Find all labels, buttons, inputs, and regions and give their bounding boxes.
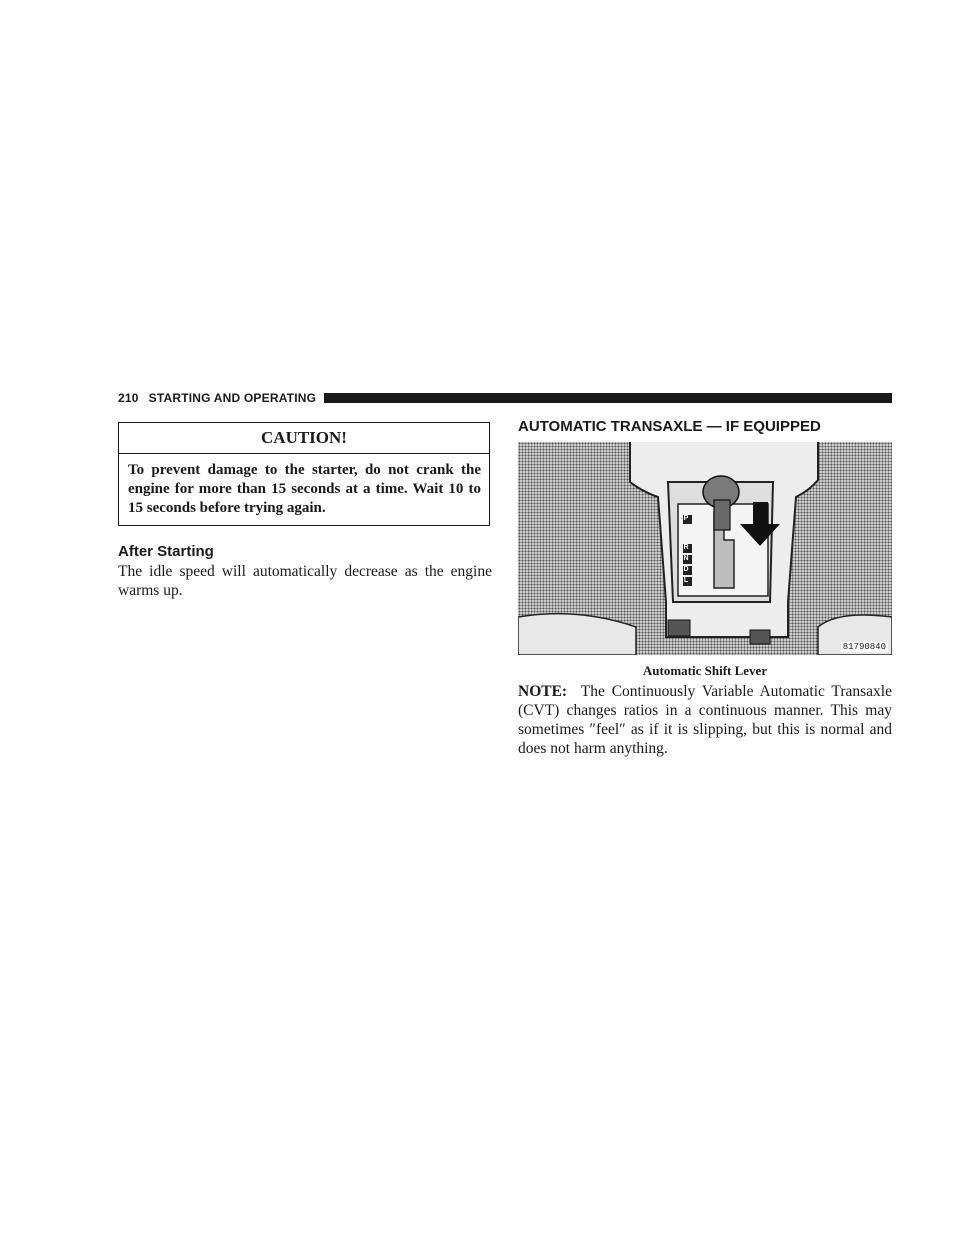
gear-label-r: R bbox=[683, 544, 689, 551]
console-drawing bbox=[518, 442, 892, 655]
shift-lever-illustration bbox=[518, 442, 892, 655]
gear-label-n: N bbox=[683, 555, 689, 562]
figure-caption: Automatic Shift Lever bbox=[642, 663, 768, 678]
caution-box bbox=[118, 422, 490, 526]
caution-text: To prevent damage to the starter, do not crank the engine for more than 15 seconds at a time. Wait 10 to 15 seconds before trying again. bbox=[128, 462, 481, 516]
gear-label-p: P bbox=[683, 515, 689, 522]
gear-label-d: D bbox=[683, 566, 689, 573]
transaxle-heading: AUTOMATIC TRANSAXLE — IF EQUIPPED bbox=[518, 418, 821, 435]
after-starting-heading: After Starting bbox=[118, 543, 214, 560]
caution-title: CAUTION! bbox=[119, 423, 489, 454]
header-rule bbox=[324, 393, 892, 403]
page-header bbox=[118, 390, 892, 406]
figure-id: 81790840 bbox=[842, 642, 886, 652]
page-number: 210 bbox=[118, 391, 139, 405]
section-title: STARTING AND OPERATING bbox=[148, 391, 317, 405]
after-starting-text: The idle speed will automatically decrease as the engine warms up. bbox=[118, 563, 492, 599]
gear-labels bbox=[680, 513, 692, 586]
cvt-note bbox=[518, 682, 892, 758]
note-text: The Continuously Variable Automatic Transaxle (CVT) changes ratios in a continuous manner. This may sometimes ″feel″ as if it is slipping, but this is normal and does not harm anything. bbox=[518, 683, 892, 757]
note-label: NOTE: bbox=[518, 683, 568, 700]
gear-label-l: L bbox=[683, 577, 689, 584]
